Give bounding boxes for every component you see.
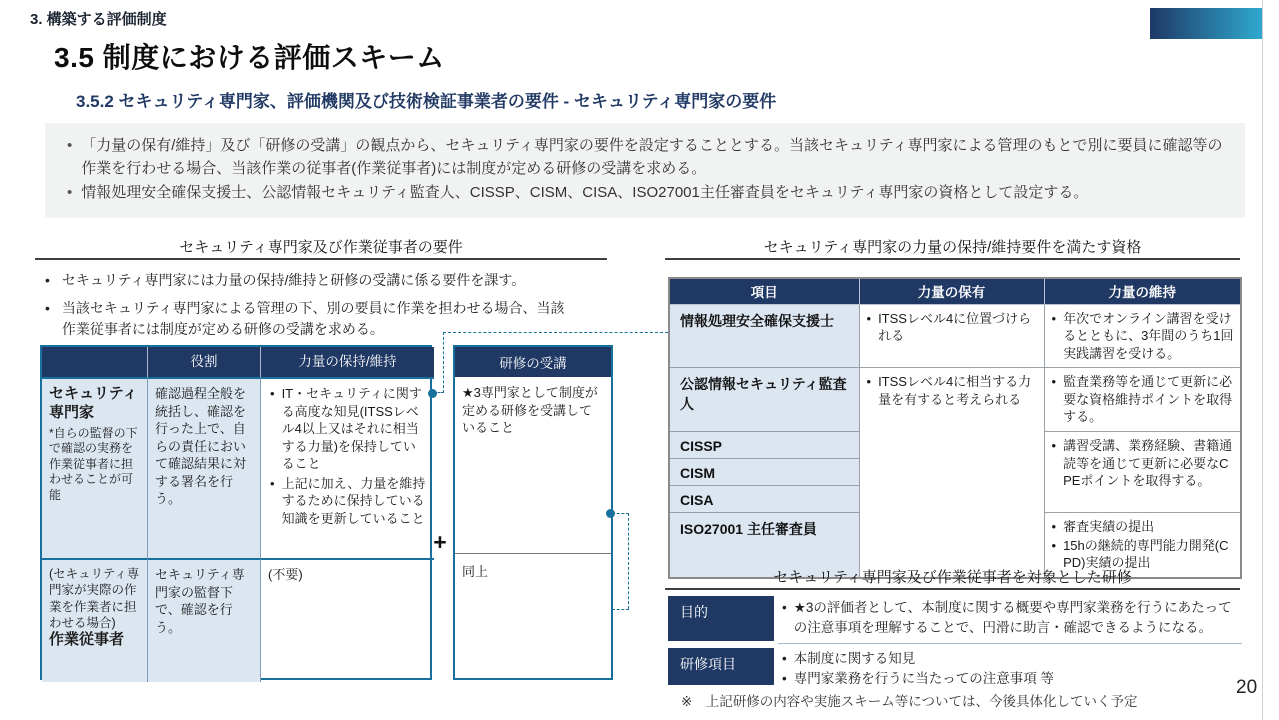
left-bullet-2-text: • 当該セキュリティ専門家による管理の下、別の要員に作業を担わせる場合、当該作業従事者には制度が定める研修の受講を求める。 [61, 300, 565, 337]
connector-dot-expert [428, 389, 437, 398]
qual-item-auditor: 公認情報セキュリティ監査人 [669, 368, 859, 432]
summary-bullet-1 [67, 135, 1229, 180]
left-section-heading: セキュリティ専門家及び作業従事者の要件 [179, 239, 463, 256]
qual-hold-risshi [859, 304, 1044, 368]
requirements-table-header-competence: 力量の保持/維持 [260, 347, 434, 377]
expert-note: *自らの監督の下で確認の実務を作業従事者に担わせることが可能 [49, 425, 138, 502]
breadcrumb: 3. 構築する評価制度 [30, 11, 167, 28]
training-items-label: 研修項目 [668, 648, 774, 685]
training-attendance-header: 研修の受講 [455, 347, 611, 377]
connector-training-seg-3 [612, 609, 629, 610]
qual-maintain-cpe-text: • 講習受講、業務経験、書籍通読等を通じて更新に必要なCPEポイントを取得する。 [1063, 438, 1233, 489]
qual-maintain-iso-bullet-1: • 審査実績の提出 [1063, 519, 1155, 535]
expert-name-cell [42, 377, 147, 558]
qual-item-risshi: 情報処理安全確保支援士 [669, 304, 859, 368]
qual-maintain-risshi [1044, 304, 1241, 368]
worker-pre-note: (セキュリティ専門家が実際の作業を作業者に担わせる場合) [49, 567, 140, 630]
left-section-bullets [45, 270, 570, 347]
left-heading-rule [35, 258, 607, 260]
qual-hold-risshi-text: • ITSSレベル4に位置づけられる [878, 310, 1032, 344]
training-heading-rule [665, 588, 1240, 590]
qual-maintain-risshi-text: • 年次でオンライン講習を受けるとともに、3年間のうち1回実践講習を受ける。 [1063, 310, 1234, 361]
qualification-header-row [669, 278, 1241, 304]
qual-maintain-cpe-merged [1044, 432, 1241, 513]
expert-competence-bullet-1-text: • IT・セキュリティに関する高度な知見(ITSSレベル4以上又はそれに相当する力量)を保持していること [281, 386, 422, 472]
qual-header-item: 項目 [669, 278, 859, 304]
training-section-heading: セキュリティ専門家及び作業従事者を対象とした研修 [773, 569, 1132, 586]
qualification-table [668, 277, 1242, 579]
worker-competence-cell: (不要) [260, 558, 434, 682]
qual-header-maintain: 力量の維持 [1044, 278, 1241, 304]
connector-expert-seg-3 [443, 332, 668, 333]
purpose-text: • ★3の評価者として、本制度に関する概要や専門家業務を行うにあたっての注意事項を理解することで、円滑に助言・確認できるようになる。 [793, 600, 1232, 635]
worker-name: 作業従事者 [49, 631, 125, 648]
connector-training-seg-1 [612, 513, 629, 514]
table-row [669, 304, 1241, 368]
summary-box [45, 123, 1245, 218]
expert-competence-bullet-1 [268, 385, 427, 473]
expert-role-cell: 確認過程全般を統括し、確認を行った上で、自らの責任において確認結果に対する署名を行う。 [147, 377, 260, 558]
page-subtitle: 3.5.2 セキュリティ専門家、評価機関及び技術検証事業者の要件 - セキュリティ専門家の要件 [76, 92, 777, 111]
qual-maintain-iso-bullet-2: • 15hの継続的専門能力開発(CPD)実績の提出 [1063, 537, 1229, 571]
left-bullet-1 [45, 270, 570, 291]
qual-maintain-auditor [1044, 368, 1241, 432]
accent-bar [1150, 8, 1262, 39]
right-border-line [1262, 0, 1263, 720]
left-bullet-1-text: • セキュリティ専門家には力量の保持/維持と研修の受講に係る要件を課す。 [61, 272, 526, 288]
qualification-heading-rule [665, 258, 1240, 260]
qual-hold-merged-text: • ITSSレベル4に相当する力量を有すると考えられる [878, 374, 1032, 407]
qual-header-hold: 力量の保有 [859, 278, 1044, 304]
training-items-content [780, 649, 1242, 688]
requirements-table-corner-cell [42, 347, 147, 377]
requirements-table-header-role: 役割 [147, 347, 260, 377]
worker-name-cell [42, 558, 147, 682]
purpose-content [780, 598, 1242, 637]
connector-training-seg-2 [628, 513, 629, 609]
qual-item-cism: CISM [669, 459, 859, 486]
plus-sign: + [433, 529, 447, 555]
qual-maintain-auditor-text: • 監査業務等を通じて更新に必要な資格維持ポイントを取得する。 [1063, 374, 1233, 425]
qual-hold-merged [859, 368, 1044, 578]
qual-item-cisa: CISA [669, 486, 859, 513]
page-title: 3.5 制度における評価スキーム [54, 42, 445, 73]
page-number: 20 [1236, 677, 1258, 698]
expert-name: セキュリティ専門家 [49, 385, 138, 421]
qual-item-cissp: CISSP [669, 432, 859, 459]
summary-bullet-2-text: • 情報処理安全確保支援士、公認情報セキュリティ監査人、CISSP、CISM、CISA、ISO27001主任審査員をセキュリティ専門家の資格として設定する。 [81, 184, 1089, 201]
qual-item-iso: ISO27001 主任審査員 [669, 513, 859, 578]
training-attendance-expert-cell: ★3専門家として制度が定める研修を受講していること [455, 377, 611, 554]
connector-expert-seg-2 [443, 332, 444, 393]
training-item-1: • 本制度に関する知見 [793, 651, 916, 666]
training-row-separator [778, 643, 1242, 644]
training-item-2: • 専門家業務を行うに当たっての注意事項 等 [793, 670, 1054, 686]
table-row [669, 368, 1241, 432]
expert-competence-cell [260, 377, 434, 558]
expert-competence-bullet-2-text: • 上記に加え、力量を維持するために保持している知識を更新していること [281, 475, 426, 526]
qualification-section-heading: セキュリティ専門家の力量の保持/維持要件を満たす資格 [763, 239, 1142, 256]
training-note: ※ 上記研修の内容や実施スキーム等については、今後具体化していく予定 [681, 694, 1138, 709]
purpose-label: 目的 [668, 596, 774, 641]
summary-bullet-2 [67, 182, 1229, 205]
training-attendance-worker-cell: 同上 [462, 564, 489, 579]
worker-role-cell: セキュリティ専門家の監督下で、確認を行う。 [147, 558, 260, 682]
left-bullet-2 [45, 298, 570, 340]
summary-bullet-1-text: • 「力量の保有/維持」及び「研修の受講」の観点から、セキュリティ専門家の要件を設定することとする。当該セキュリティ専門家による管理のもとで別に要員に確認等の作業を行わせる場合、当該作業の従事者(作業従事者)には制度が定める研修の受講を求める。 [81, 137, 1223, 177]
expert-competence-bullet-2 [268, 475, 427, 528]
requirements-table [40, 345, 432, 680]
training-attendance-table [453, 345, 613, 680]
